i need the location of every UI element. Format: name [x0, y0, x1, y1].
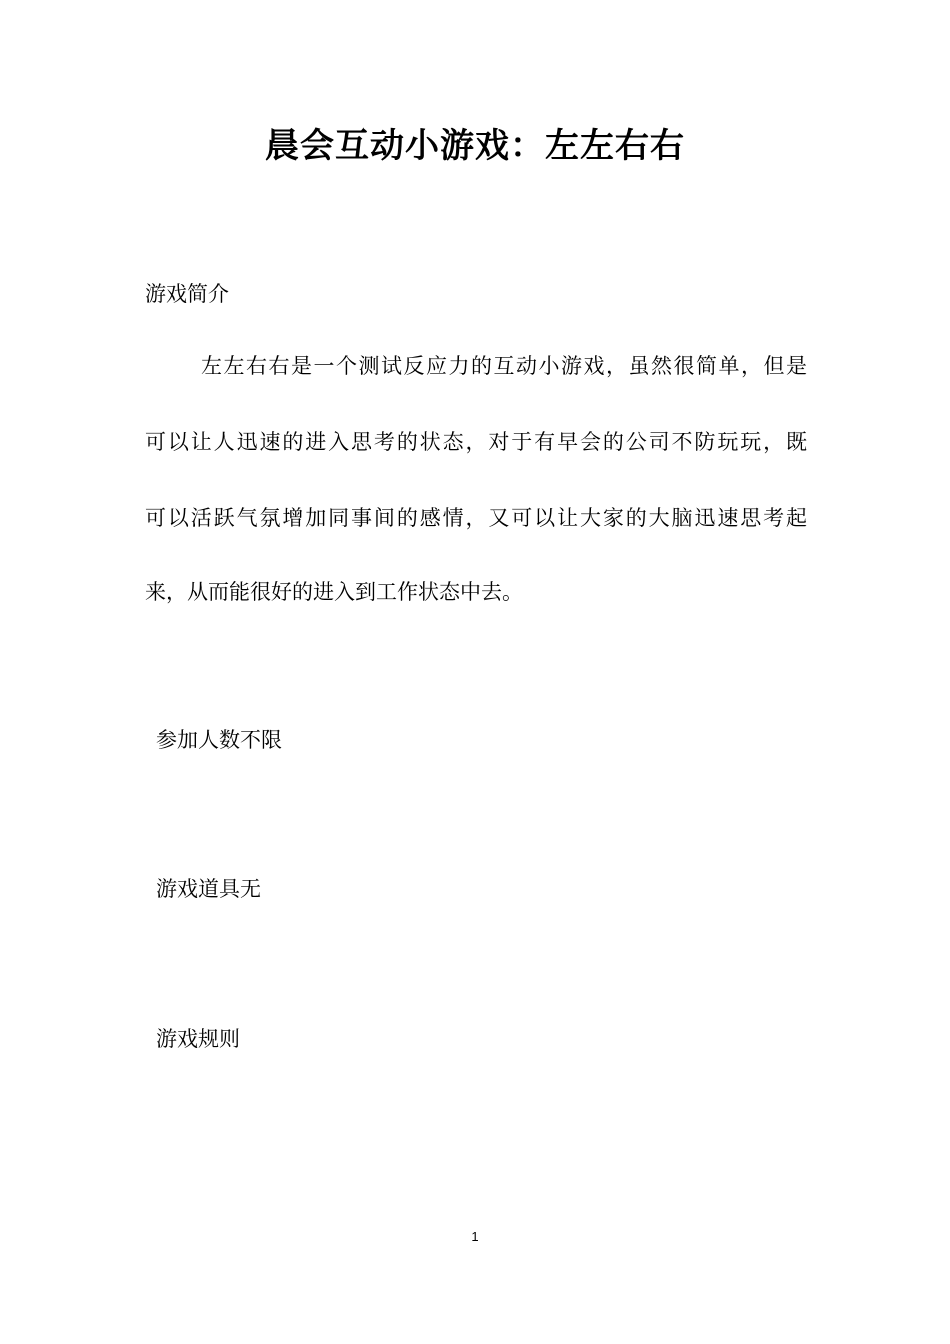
- document-title: 晨会互动小游戏：左左右右: [265, 126, 685, 166]
- page-number: 1: [471, 1229, 479, 1244]
- props-text: 游戏道具无: [156, 877, 261, 901]
- paragraph-line: 可以让人迅速的进入思考的状态，对于有早会的公司不防玩玩，既: [145, 430, 807, 454]
- section-heading-intro: 游戏简介: [145, 282, 229, 306]
- paragraph-line: 左左右右是一个测试反应力的互动小游戏，虽然很简单，但是: [201, 354, 807, 378]
- section-heading-rules: 游戏规则: [156, 1027, 240, 1051]
- paragraph-line: 可以活跃气氛增加同事间的感情，又可以让大家的大脑迅速思考起: [145, 506, 807, 530]
- paragraph-line: 来，从而能很好的进入到工作状态中去。: [145, 580, 523, 604]
- participants-text: 参加人数不限: [156, 728, 282, 752]
